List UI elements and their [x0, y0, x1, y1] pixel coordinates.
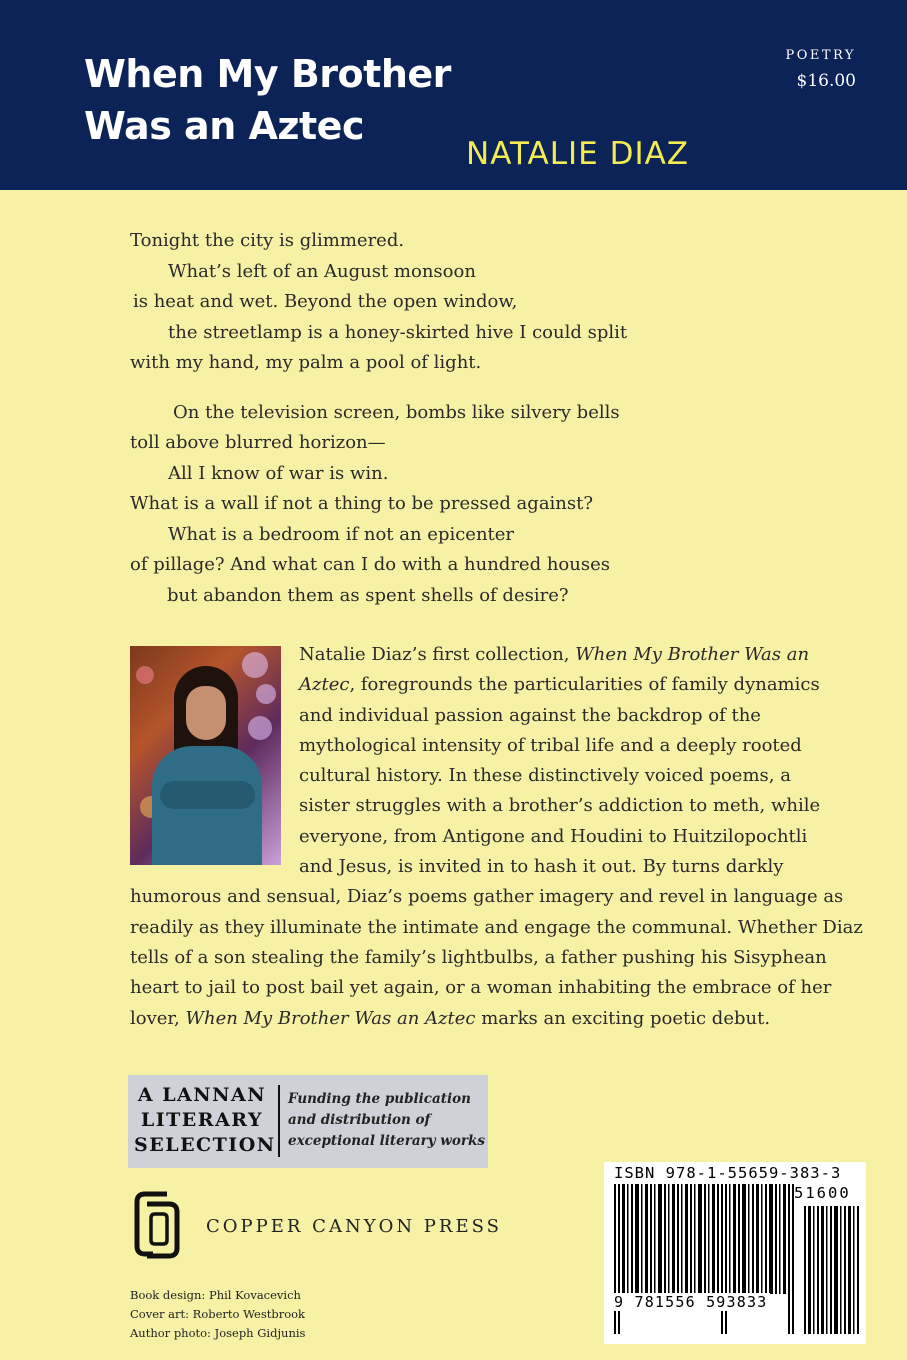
description-text: and individual passion against the backdrop of the — [299, 704, 761, 726]
description-text: cultural history. In these distinctively voiced poems, a — [299, 765, 791, 787]
poem-line: is heat and wet. Beyond the open window, — [133, 291, 518, 312]
description-text: marks an exciting poetic debut. — [475, 1007, 771, 1029]
poem-line: of pillage? And what can I do with a hundred houses — [130, 554, 610, 575]
lannan-tagline — [288, 1089, 485, 1152]
lannan-line: A LANNAN — [137, 1084, 267, 1106]
description-text: humorous and sensual, Diaz’s poems gather imagery and revel in language as — [130, 886, 844, 908]
credit-line: Author photo: Joseph Gidjunis — [130, 1326, 306, 1340]
poem-line: What is a wall if not a thing to be pressed against? — [130, 493, 594, 514]
description-text: , foregrounds the particularities of family dynamics — [349, 674, 820, 696]
poem-line: toll above blurred horizon— — [130, 432, 386, 453]
book-title-italic: Aztec — [299, 674, 350, 696]
description-text: mythological intensity of tribal life and a deeply rooted — [299, 734, 802, 756]
book-title-italic: When My Brother Was an — [575, 644, 810, 665]
description-text: tells of a son stealing the family’s lightbulbs, a father pushing his Sisyphean — [130, 946, 827, 968]
poem-line: but abandon them as spent shells of desire? — [167, 584, 569, 606]
credits — [130, 1286, 305, 1343]
description-text: sister struggles with a brother’s addiction to meth, while — [299, 795, 821, 817]
description-text: Natalie Diaz’s first collection, — [299, 644, 576, 665]
lannan-tag-line: Funding the publication — [288, 1091, 471, 1107]
poem-excerpt — [130, 226, 627, 611]
lannan-selection-badge — [128, 1075, 488, 1168]
poem-line: On the television screen, bombs like silvery bells — [173, 401, 620, 423]
author-name: NATALIE DIAZ — [466, 136, 690, 172]
barcode-supplement: 51600 — [794, 1184, 851, 1202]
description-text: and Jesus, is invited in to hash it out. By turns darkly — [299, 856, 784, 878]
description-text: heart to jail to post bail yet again, or a woman inhabiting the embrace of her — [130, 977, 832, 999]
description-text: lover, — [130, 1007, 186, 1029]
isbn-barcode — [604, 1162, 866, 1344]
ean-number: 9 781556 593833 — [614, 1293, 770, 1311]
lannan-title — [134, 1083, 276, 1158]
barcode-bars — [614, 1184, 860, 1334]
poem-line: the streetlamp is a honey-skirted hive I could split — [168, 321, 628, 343]
poem-line: What is a bedroom if not an epicenter — [168, 523, 515, 545]
book-title-line-2: Was an Aztec — [84, 104, 364, 148]
cover-header-band — [0, 0, 907, 190]
isbn-number: ISBN 978-1-55659-383-3 — [614, 1164, 842, 1182]
publisher-name: COPPER CANYON PRESS — [206, 1216, 502, 1237]
lannan-tag-line: exceptional literary works — [288, 1133, 485, 1149]
book-title-italic: When My Brother Was an Aztec — [185, 1007, 476, 1029]
credit-line: Cover art: Roberto Westbrook — [130, 1307, 306, 1321]
poem-line: Tonight the city is glimmered. — [130, 230, 405, 251]
poem-line: What’s left of an August monsoon — [168, 260, 476, 282]
copper-canyon-logo-icon — [133, 1190, 181, 1260]
genre-label: POETRY — [785, 48, 856, 63]
book-description — [130, 640, 863, 1034]
book-title — [84, 48, 451, 152]
price-label: $16.00 — [796, 71, 856, 91]
lannan-line: SELECTION — [134, 1134, 276, 1156]
book-title-line-1: When My Brother — [84, 52, 451, 96]
description-text: readily as they illuminate the intimate and engage the communal. Whether Diaz — [130, 916, 863, 938]
lannan-line: LITERARY — [140, 1109, 264, 1131]
divider — [278, 1085, 280, 1157]
poem-line: All I know of war is win. — [168, 462, 389, 484]
lannan-tag-line: and distribution of — [288, 1112, 431, 1128]
description-text: everyone, from Antigone and Houdini to Huitzilopochtli — [299, 825, 808, 847]
poem-line: with my hand, my palm a pool of light. — [130, 352, 482, 373]
credit-line: Book design: Phil Kovacevich — [130, 1288, 301, 1302]
